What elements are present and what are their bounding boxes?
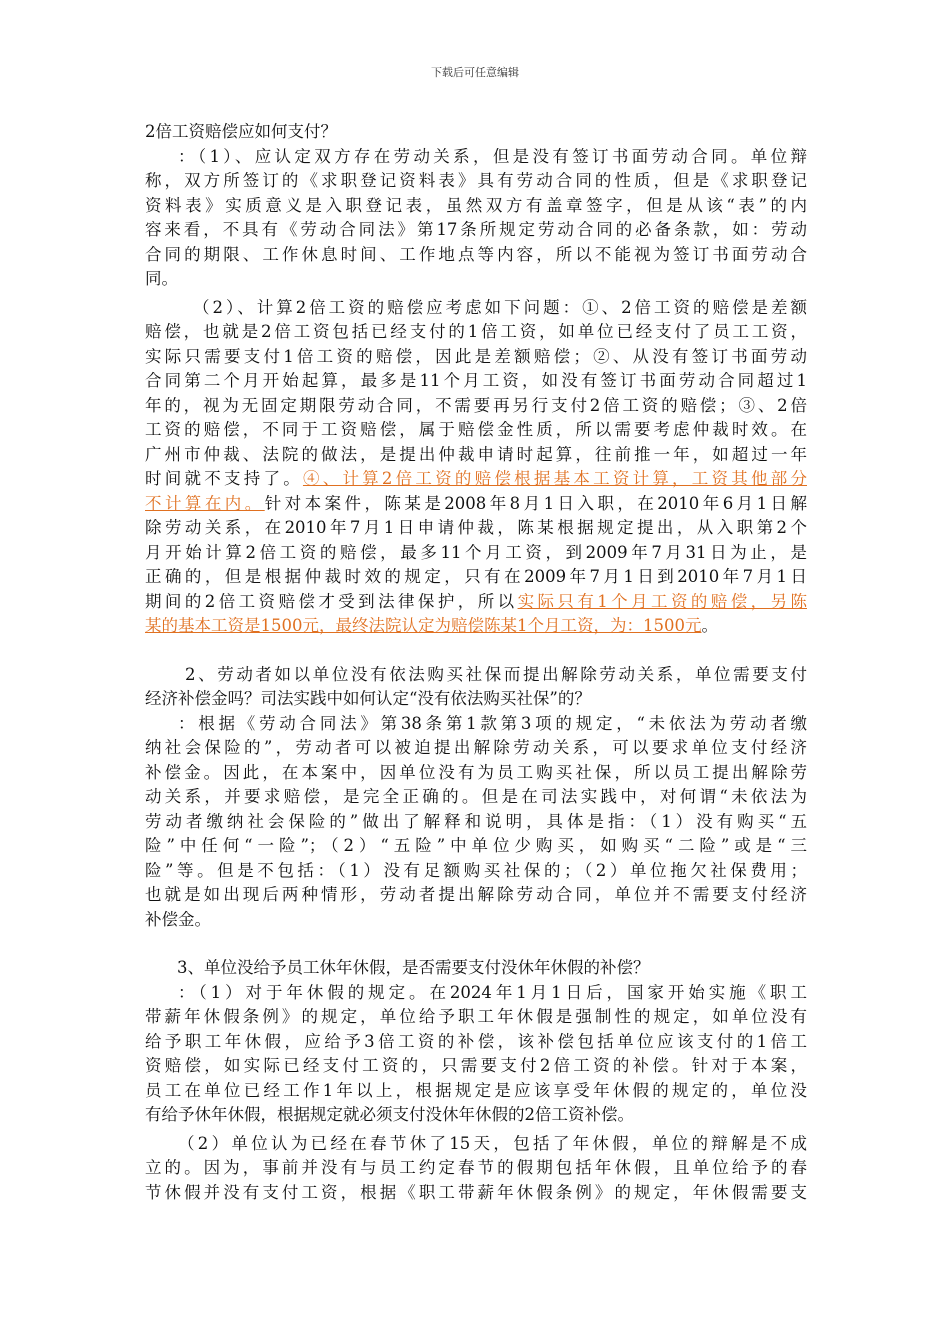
text-line: 给予职工年休假，应给予3倍工资的补偿，该补偿包括单位应该支付的1倍工 [145,1031,807,1051]
text-line: 劳动者缴纳社会保险的”做出了解释和说明，具体是指：（1）没有购买“五 [145,811,807,831]
section-3-paragraph-1 [145,981,807,1128]
text-line: 经济补偿金吗？司法实践中如何认定“没有依法购买社保”的？ [145,689,591,708]
text-line: 合同的期限、工作休息时间、工作地点等内容，所以不能视为签订书面劳动合 [145,244,807,264]
text-line: 也就是如出现后两种情形，劳动者提出解除劳动合同，单位并不需要支付经济 [145,885,807,904]
text-line: 工资的赔偿，不同于工资赔偿，属于赔偿金性质，所以需要考虑仲裁时效。在 [145,420,807,439]
text-line: 险”等。但是不包括：（1）没有足额购买社保的；（2）单位拖欠社保费用； [145,860,807,880]
text-line: （2）、计算2倍工资的赔偿应考虑如下问题：①、2倍工资的赔偿是差额 [193,297,807,317]
highlighted-text: ④、计算2倍工资的赔偿根据基本工资计算，工资其他部分 [302,469,807,488]
text-line: 同。 [145,269,178,288]
text-line: 立的。因为，事前并没有与员工约定春节的假期包括年休假，且单位给予的春 [145,1158,807,1177]
text-line: 广州市仲裁、法院的做法，是提出仲裁申请时起算，往前推一年，如超过一年 [145,444,807,464]
text-line: 补偿金。 [145,909,211,929]
text-line: 纳社会保险的”，劳动者可以被迫提出解除劳动关系，可以要求单位支付经济 [145,738,807,757]
section-1-paragraph-2 [145,296,807,639]
text-line: 资赔偿，如实际已经支付工资的，只需要支付2倍工资的补偿。针对于本案， [145,1056,807,1075]
text-line: ：（1）对于年休假的规定。在2024年1月1日后，国家开始实施《职工 [178,982,807,1002]
section-2-title [145,663,807,712]
section-2-paragraph-1 [145,712,807,933]
text-line: 动关系，并要求赔偿，是完全正确的。但是在司法实践中，对何谓“未依法为 [145,787,807,806]
text-line: 带薪年休假条例》的规定，单位给予职工年休假是强制性的规定，如单位没有 [145,1007,807,1026]
text-line: 月开始计算2倍工资的赔偿，最多11个月工资，到2009年7月31日为止，是 [145,542,807,562]
document-body [145,120,807,1205]
highlighted-text: 实际只有1个月工资的赔偿，另陈 [517,591,807,611]
section-1-paragraph-1 [145,145,807,292]
text-line [145,590,807,615]
text-run: 针对本案件，陈某是2008年8月1日入职，在2010年6月1日解 [264,493,807,513]
text-line: 实际只需要支付1倍工资的赔偿，因此是差额赔偿；②、从没有签订书面劳动 [145,346,807,366]
text-line: 有给予休年休假，根据规定就必须支付没休年休假的2倍工资补偿。 [145,1105,634,1124]
section-3-paragraph-2 [145,1132,807,1206]
text-line: 容来看，不具有《劳动合同法》第17条所规定劳动合同的必备条款，如：劳动 [145,220,807,239]
text-line [145,492,807,517]
text-line: 险”中任何“一险”；（2）“五险”中单位少购买，如购买“二险”或是“三 [145,836,807,855]
text-line: 合同第二个月开始起算，最多是11个月工资，如没有签订书面劳动合同超过1 [145,371,807,390]
text-line: 节休假并没有支付工资，根据《职工带薪年休假条例》的规定，年休假需要支 [145,1182,807,1202]
text-line: 补偿金。因此，在本案中，因单位没有为员工购买社保，所以员工提出解除劳 [145,762,807,782]
text-line [145,614,807,639]
section-1-title: 2倍工资赔偿应如何支付？ [145,122,337,141]
text-run: 。 [701,616,718,635]
text-line: 资料表》实质意义是入职登记表，虽然双方有盖章签字，但是从该“表”的内 [145,195,807,215]
text-line: 2、劳动者如以单位没有依法购买社保而提出解除劳动关系，单位需要支付 [185,664,807,684]
text-line: 称，双方所签订的《求职登记资料表》具有劳动合同的性质，但是《求职登记 [145,171,807,190]
text-line: （2）单位认为已经在春节休了15天，包括了年休假，单位的辩解是不成 [178,1133,807,1153]
text-line [145,467,807,492]
text-line: 员工在单位已经工作1年以上，根据规定是应该享受年休假的规定的，单位没 [145,1080,807,1100]
text-line: ：（1）、应认定双方存在劳动关系，但是没有签订书面劳动合同。单位辩 [178,146,807,166]
text-line: 赔偿，也就是2倍工资包括已经支付的1倍工资，如单位已经支付了员工工资， [145,322,807,341]
text-line: 年的，视为无固定期限劳动合同，不需要再另行支付2倍工资的赔偿；③、2倍 [145,395,807,415]
text-line: ：根据《劳动合同法》第38条第1款第3项的规定，“未依法为劳动者缴 [178,713,807,733]
text-run: 时间就不支持了。 [145,469,303,488]
highlighted-text: 不计算在内。 [145,493,265,513]
page-header: 下载后可任意编辑 [431,66,519,79]
text-line: 除劳动关系，在2010年7月1日申请仲裁，陈某根据规定提出，从入职第2个 [145,518,807,537]
text-run: 期间的2倍工资赔偿才受到法律保护，所以 [145,591,518,611]
text-line: 正确的，但是根据仲裁时效的规定，只有在2009年7月1日到2010年7月1日 [145,567,807,586]
highlighted-text: 某的基本工资是1500元，最终法院认定为赔偿陈某1个月工资，为：1500元 [145,616,702,635]
section-3-title: 3、单位没给予员工休年休假，是否需要支付没休年休假的补偿？ [177,958,650,977]
